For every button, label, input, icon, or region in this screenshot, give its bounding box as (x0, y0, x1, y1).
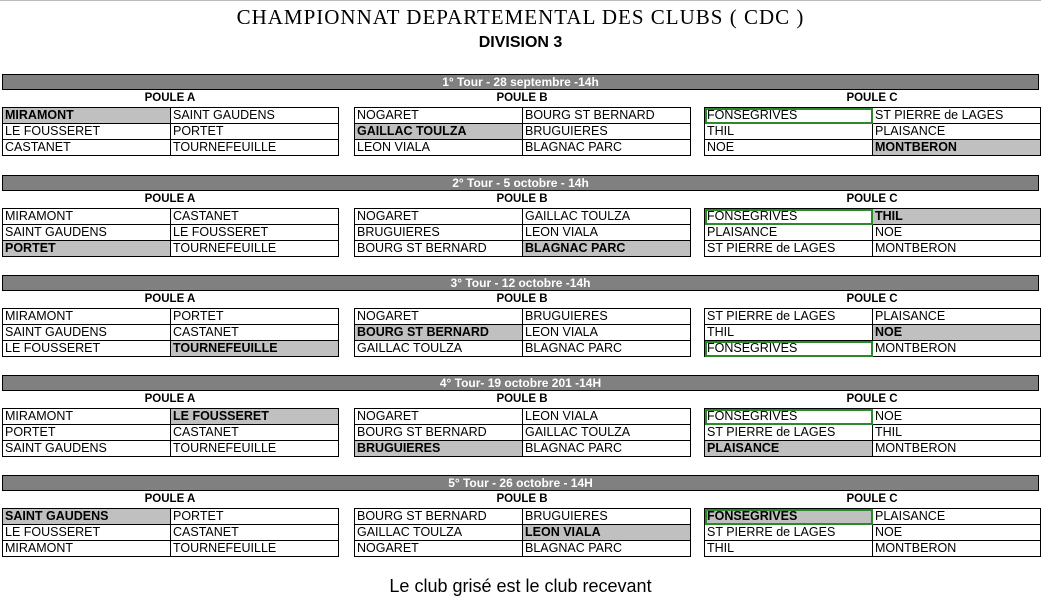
round-title: 5° Tour - 26 octobre - 14H (2, 475, 1039, 491)
team-cell: SAINT GAUDENS (3, 325, 171, 341)
matches-table (2, 508, 339, 557)
poule-c (704, 291, 1040, 358)
matches-table (704, 208, 1041, 257)
team-cell: NOGARET (355, 209, 523, 225)
match-row (355, 309, 691, 325)
matches-table (704, 107, 1041, 156)
team-cell: BOURG ST BERNARD (355, 425, 523, 441)
team-cell: BRUGUIERES (523, 509, 691, 525)
match-row (705, 225, 1041, 241)
match-row (355, 124, 691, 140)
team-cell: SAINT GAUDENS (3, 225, 171, 241)
round-title: 2° Tour - 5 octobre - 14h (2, 175, 1039, 191)
team-cell: BRUGUIERES (523, 124, 691, 140)
match-row (355, 325, 691, 341)
matches-table (354, 508, 691, 557)
poule-label: POULE A (144, 393, 196, 405)
home-team-cell: NOE (873, 325, 1041, 341)
team-cell: NOGARET (355, 409, 523, 425)
match-row (705, 425, 1041, 441)
team-cell: GAILLAC TOULZA (355, 525, 523, 541)
match-row (3, 541, 339, 557)
match-row (355, 341, 691, 357)
match-row (355, 140, 691, 156)
matches-table (704, 508, 1041, 557)
team-cell: MIRAMONT (3, 209, 171, 225)
team-cell: TOURNEFEUILLE (171, 541, 339, 557)
poule-label: POULE B (496, 493, 548, 505)
poule-label: POULE C (846, 92, 898, 104)
poule-a (2, 291, 338, 358)
team-cell: BLAGNAC PARC (523, 140, 691, 156)
home-team-cell: GAILLAC TOULZA (355, 124, 523, 140)
team-cell: NOE (873, 225, 1041, 241)
match-row (355, 241, 691, 257)
poule-label: POULE A (144, 92, 196, 104)
team-cell: NOE (873, 525, 1041, 541)
round-5 (2, 475, 1039, 558)
team-cell: SAINT GAUDENS (3, 441, 171, 457)
team-cell: ST PIERRE de LAGES (873, 108, 1041, 124)
team-cell: PORTET (171, 509, 339, 525)
team-cell: MONTBERON (873, 541, 1041, 557)
team-cell: LE FOUSSERET (171, 225, 339, 241)
match-row (705, 209, 1041, 225)
round-title: 1° Tour - 28 septembre -14h (2, 74, 1039, 90)
match-row (705, 241, 1041, 257)
poule-label: POULE C (846, 493, 898, 505)
team-cell: PLAISANCE (705, 225, 873, 241)
matches-table (354, 308, 691, 357)
match-row (3, 140, 339, 156)
team-cell: LEON VIALA (523, 225, 691, 241)
home-team-cell: MIRAMONT (3, 108, 171, 124)
team-cell: BRUGUIERES (523, 309, 691, 325)
poule-a (2, 391, 338, 458)
footer-note: Le club grisé est le club recevant (389, 576, 652, 596)
team-cell: PORTET (171, 124, 339, 140)
matches-table (354, 107, 691, 156)
home-team-cell: BOURG ST BERNARD (355, 325, 523, 341)
match-row (3, 425, 339, 441)
poule-label: POULE C (846, 293, 898, 305)
home-team-cell: PORTET (3, 241, 171, 257)
match-row (3, 441, 339, 457)
round-4 (2, 375, 1039, 458)
team-cell: SAINT GAUDENS (171, 108, 339, 124)
team-cell: FONSEGRIVES (705, 209, 873, 225)
match-row (3, 341, 339, 357)
team-cell: FONSEGRIVES (705, 341, 873, 357)
match-row (3, 124, 339, 140)
match-row (705, 124, 1041, 140)
poule-label: POULE C (846, 393, 898, 405)
match-row (355, 425, 691, 441)
matches-table (2, 107, 339, 156)
team-cell: BOURG ST BERNARD (355, 509, 523, 525)
match-row (355, 525, 691, 541)
home-team-cell: LEON VIALA (523, 525, 691, 541)
team-cell: NOGARET (355, 541, 523, 557)
match-row (705, 108, 1041, 124)
team-cell: THIL (705, 325, 873, 341)
poule-label: POULE B (496, 293, 548, 305)
team-cell: CASTANET (171, 525, 339, 541)
match-row (705, 441, 1041, 457)
poule-a (2, 90, 338, 157)
round-2 (2, 175, 1039, 258)
matches-table (354, 408, 691, 457)
team-cell: TOURNEFEUILLE (171, 441, 339, 457)
home-team-cell: TOURNEFEUILLE (171, 341, 339, 357)
team-cell: CASTANET (3, 140, 171, 156)
home-team-cell: THIL (873, 209, 1041, 225)
match-row (3, 108, 339, 124)
poule-label: POULE A (144, 293, 196, 305)
team-cell: LEON VIALA (355, 140, 523, 156)
match-row (705, 409, 1041, 425)
poule-label: POULE B (496, 193, 548, 205)
team-cell: THIL (873, 425, 1041, 441)
matches-table (704, 408, 1041, 457)
team-cell: BRUGUIERES (355, 225, 523, 241)
round-title: 4° Tour- 19 octobre 201 -14H (2, 375, 1039, 391)
match-row (705, 541, 1041, 557)
team-cell: THIL (705, 541, 873, 557)
match-row (3, 241, 339, 257)
match-row (705, 341, 1041, 357)
team-cell: CASTANET (171, 325, 339, 341)
match-row (355, 409, 691, 425)
team-cell: PLAISANCE (873, 509, 1041, 525)
team-cell: THIL (705, 124, 873, 140)
match-row (3, 509, 339, 525)
team-cell: PORTET (171, 309, 339, 325)
match-row (705, 325, 1041, 341)
matches-table (704, 308, 1041, 357)
poule-label: POULE B (496, 393, 548, 405)
team-cell: BLAGNAC PARC (523, 541, 691, 557)
home-team-cell: MONTBERON (873, 140, 1041, 156)
team-cell: PORTET (3, 425, 171, 441)
match-row (3, 325, 339, 341)
team-cell: ST PIERRE de LAGES (705, 425, 873, 441)
poule-b (354, 391, 690, 458)
division-subtitle: DIVISION 3 (478, 34, 563, 51)
team-cell: TOURNEFEUILLE (171, 140, 339, 156)
home-team-cell: PLAISANCE (705, 441, 873, 457)
team-cell: PLAISANCE (873, 309, 1041, 325)
round-1 (2, 74, 1039, 157)
team-cell: LEON VIALA (523, 409, 691, 425)
home-team-cell: LE FOUSSERET (171, 409, 339, 425)
team-cell: BOURG ST BERNARD (523, 108, 691, 124)
match-row (355, 108, 691, 124)
team-cell: MIRAMONT (3, 309, 171, 325)
team-cell: CASTANET (171, 425, 339, 441)
team-cell: FONSEGRIVES (705, 108, 873, 124)
team-cell: PLAISANCE (873, 124, 1041, 140)
match-row (3, 309, 339, 325)
team-cell: ST PIERRE de LAGES (705, 241, 873, 257)
team-cell: MIRAMONT (3, 541, 171, 557)
poule-a (2, 191, 338, 258)
team-cell: NOGARET (355, 108, 523, 124)
team-cell: NOGARET (355, 309, 523, 325)
poule-b (354, 291, 690, 358)
match-row (355, 209, 691, 225)
round-3 (2, 275, 1039, 358)
team-cell: MONTBERON (873, 341, 1041, 357)
team-cell: MONTBERON (873, 441, 1041, 457)
match-row (705, 140, 1041, 156)
match-row (355, 541, 691, 557)
team-cell: ST PIERRE de LAGES (705, 525, 873, 541)
match-row (3, 525, 339, 541)
team-cell: FONSEGRIVES (705, 409, 873, 425)
matches-table (2, 408, 339, 457)
page-title: CHAMPIONNAT DEPARTEMENTAL DES CLUBS ( CDC ) (236, 5, 805, 29)
home-team-cell: BRUGUIERES (355, 441, 523, 457)
team-cell: LEON VIALA (523, 325, 691, 341)
match-row (3, 225, 339, 241)
team-cell: LE FOUSSERET (3, 341, 171, 357)
match-row (355, 509, 691, 525)
top-rule (0, 0, 1041, 1)
poule-c (704, 90, 1040, 157)
home-team-cell: BLAGNAC PARC (523, 241, 691, 257)
team-cell: BLAGNAC PARC (523, 341, 691, 357)
team-cell: CASTANET (171, 209, 339, 225)
poule-a (2, 491, 338, 558)
team-cell: NOE (873, 409, 1041, 425)
poule-b (354, 90, 690, 157)
match-row (705, 509, 1041, 525)
team-cell: LE FOUSSERET (3, 124, 171, 140)
team-cell: GAILLAC TOULZA (523, 425, 691, 441)
home-team-cell: SAINT GAUDENS (3, 509, 171, 525)
matches-table (2, 308, 339, 357)
team-cell: MONTBERON (873, 241, 1041, 257)
team-cell: NOE (705, 140, 873, 156)
poule-c (704, 491, 1040, 558)
match-row (355, 441, 691, 457)
matches-table (354, 208, 691, 257)
match-row (355, 225, 691, 241)
match-row (3, 209, 339, 225)
match-row (705, 309, 1041, 325)
team-cell: BOURG ST BERNARD (355, 241, 523, 257)
team-cell: LE FOUSSERET (3, 525, 171, 541)
team-cell: MIRAMONT (3, 409, 171, 425)
poule-label: POULE C (846, 193, 898, 205)
round-title: 3° Tour - 12 octobre -14h (2, 275, 1039, 291)
team-cell: ST PIERRE de LAGES (705, 309, 873, 325)
match-row (3, 409, 339, 425)
team-cell: TOURNEFEUILLE (171, 241, 339, 257)
team-cell: GAILLAC TOULZA (523, 209, 691, 225)
poule-c (704, 191, 1040, 258)
home-team-cell: FONSEGRIVES (705, 509, 873, 525)
poule-b (354, 491, 690, 558)
poule-label: POULE B (496, 92, 548, 104)
poule-label: POULE A (144, 193, 196, 205)
team-cell: GAILLAC TOULZA (355, 341, 523, 357)
poule-b (354, 191, 690, 258)
team-cell: BLAGNAC PARC (523, 441, 691, 457)
matches-table (2, 208, 339, 257)
match-row (705, 525, 1041, 541)
poule-label: POULE A (144, 493, 196, 505)
poule-c (704, 391, 1040, 458)
